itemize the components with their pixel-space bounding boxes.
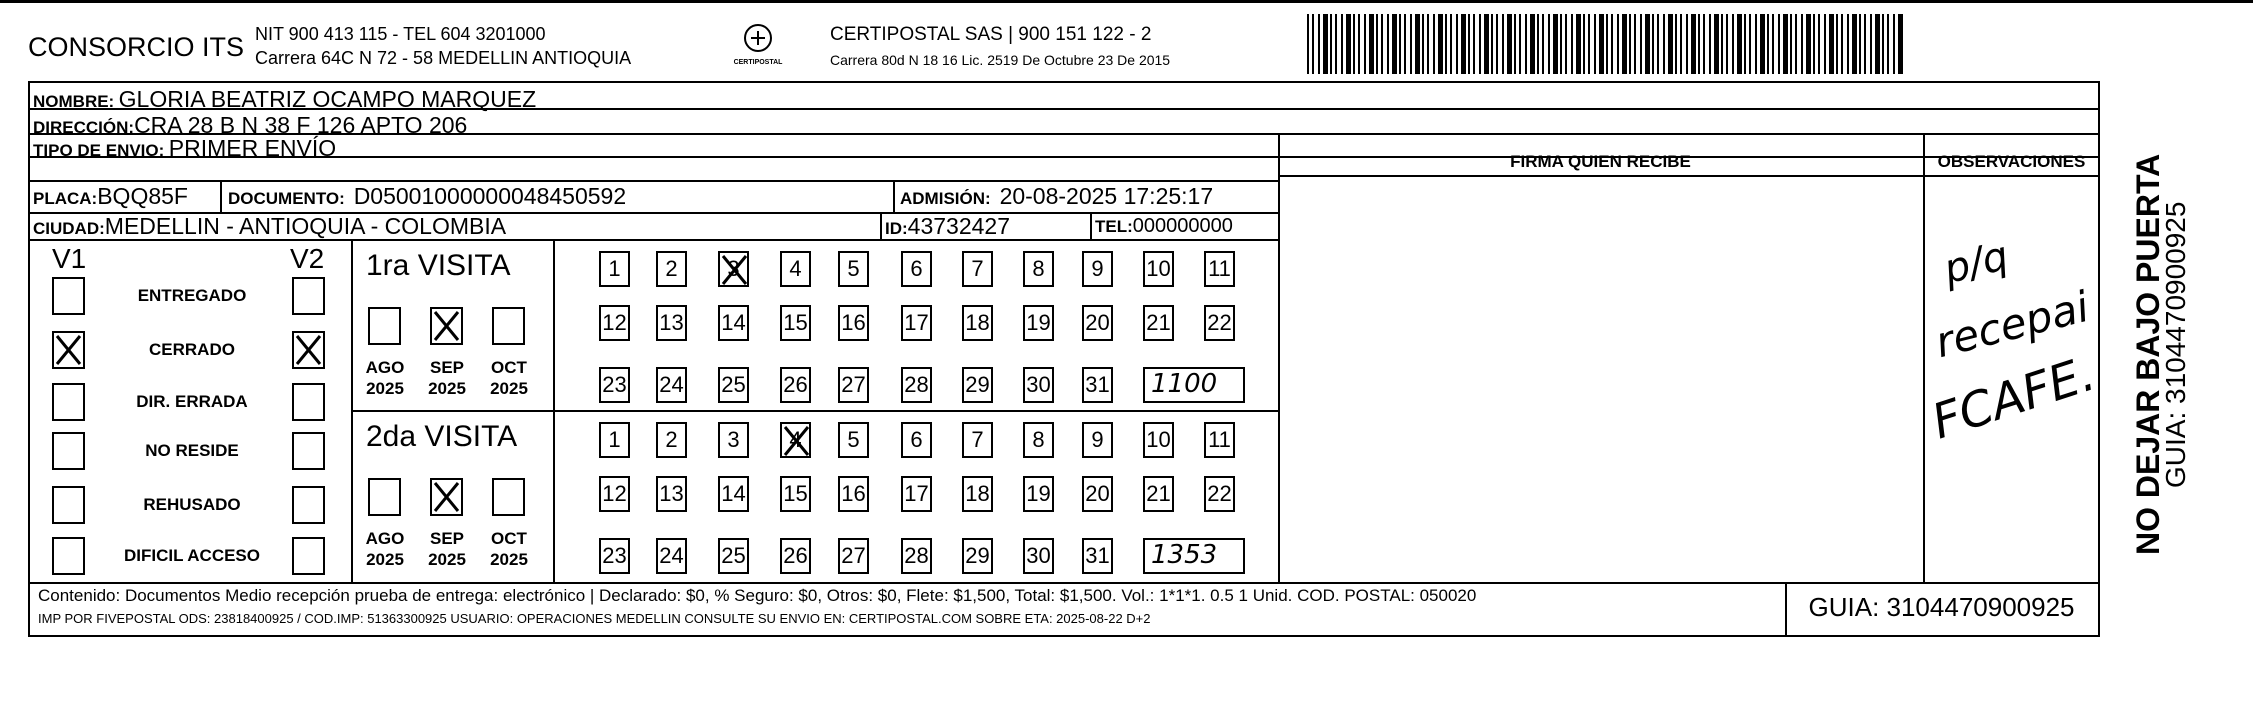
barcode-bar bbox=[1445, 14, 1447, 74]
barcode-bar bbox=[1640, 14, 1642, 74]
visit1-day-19[interactable]: 19 bbox=[1023, 476, 1054, 512]
visit0-day-30[interactable]: 30 bbox=[1023, 367, 1054, 403]
visit1-day-27[interactable]: 27 bbox=[838, 538, 869, 574]
visit1-day-12[interactable]: 12 bbox=[599, 476, 630, 512]
visit1-day-25[interactable]: 25 bbox=[718, 538, 749, 574]
visit1-day-7[interactable]: 7 bbox=[962, 422, 993, 458]
barcode-bar bbox=[1381, 14, 1383, 74]
visit1-day-24[interactable]: 24 bbox=[656, 538, 687, 574]
v2-label: V2 bbox=[290, 243, 325, 274]
barcode-bar bbox=[1312, 14, 1314, 74]
barcode-bar bbox=[1721, 14, 1723, 74]
barcode-bar bbox=[1606, 14, 1608, 74]
barcode-bar bbox=[1438, 14, 1443, 74]
barcode-bar bbox=[1893, 14, 1895, 74]
barcode-bar bbox=[1622, 14, 1627, 74]
visit1-day-9[interactable]: 9 bbox=[1082, 422, 1113, 458]
barcode-bar bbox=[1565, 14, 1567, 74]
barcode-bar bbox=[1456, 14, 1458, 74]
visit0-day-9[interactable]: 9 bbox=[1082, 251, 1113, 287]
visit1-day-17[interactable]: 17 bbox=[901, 476, 932, 512]
barcode-bar bbox=[1491, 14, 1493, 74]
status-label-0: ENTREGADO bbox=[137, 286, 247, 305]
barcode-bar bbox=[1783, 14, 1788, 74]
barcode-bar bbox=[1588, 14, 1590, 74]
status-label-5: DIFICIL ACCESO bbox=[123, 546, 260, 565]
side-warning: NO DEJAR BAJO PUERTA bbox=[2130, 153, 2166, 555]
footer-content: Contenido: Documentos Medio recepción prueba de entrega: electrónico | Declarado: $0, % Seguro: $0, Otros: $0, Flete: $1,500, Total: $1,500. Vol.: 1*1*1. 0.5 1 Unid. COD. POSTAL: 050020 bbox=[38, 586, 1477, 605]
barcode-bar bbox=[1657, 14, 1659, 74]
visit0-day-31[interactable]: 31 bbox=[1082, 367, 1113, 403]
barcode-bar bbox=[1364, 14, 1366, 74]
nombre-row: NOMBRE: GLORIA BEATRIZ OCAMPO MARQUEZ bbox=[33, 86, 537, 112]
barcode-bar bbox=[1422, 14, 1424, 74]
barcode-bar bbox=[1323, 14, 1328, 74]
barcode-bar bbox=[1346, 14, 1351, 74]
barcode-bar bbox=[1818, 14, 1820, 74]
barcode-bar bbox=[1468, 14, 1470, 74]
barcode-bar bbox=[1502, 14, 1504, 74]
barcode-bar bbox=[1496, 14, 1498, 74]
documento-cell: DOCUMENTO: D05001000000048450592 bbox=[228, 183, 627, 209]
visit1-day-18[interactable]: 18 bbox=[962, 476, 993, 512]
barcode-bar bbox=[1744, 14, 1746, 74]
v2-checkbox-1[interactable] bbox=[292, 331, 325, 369]
v2-checkbox-2[interactable] bbox=[292, 383, 325, 421]
visit1-day-15[interactable]: 15 bbox=[780, 476, 811, 512]
visit1-day-10[interactable]: 10 bbox=[1143, 422, 1174, 458]
visit0-month-label-2: OCT 2025 bbox=[490, 358, 528, 398]
visit0-day-27[interactable]: 27 bbox=[838, 367, 869, 403]
barcode-bar bbox=[1698, 14, 1700, 74]
barcode-bar bbox=[1801, 14, 1803, 74]
visit1-day-31[interactable]: 31 bbox=[1082, 538, 1113, 574]
visit0-day-21[interactable]: 21 bbox=[1143, 305, 1174, 341]
firma-header: FIRMA QUIEN RECIBE bbox=[1510, 152, 1691, 171]
visit0-day-7[interactable]: 7 bbox=[962, 251, 993, 287]
visit1-day-29[interactable]: 29 bbox=[962, 538, 993, 574]
barcode-bar bbox=[1772, 14, 1774, 74]
status-label-4: REHUSADO bbox=[143, 495, 241, 514]
barcode-bar bbox=[1790, 14, 1792, 74]
visit0-day-4[interactable]: 4 bbox=[780, 251, 811, 287]
side-guia: GUIA: 3104470900925 bbox=[2160, 201, 2191, 488]
barcode-bar bbox=[1732, 14, 1734, 74]
visit0-time-written: 1100 bbox=[1151, 369, 1218, 399]
tipo-row: TIPO DE ENVIO: PRIMER ENVÍO bbox=[33, 135, 337, 161]
status-label-1: CERRADO bbox=[149, 340, 235, 359]
visit0-day-16[interactable]: 16 bbox=[838, 305, 869, 341]
visit1-day-4[interactable]: 4 bbox=[780, 422, 811, 458]
barcode-bar bbox=[1404, 14, 1406, 74]
v1-checkbox-2[interactable] bbox=[52, 383, 85, 421]
carrier-name: CERTIPOSTAL SAS | 900 151 122 - 2 bbox=[830, 24, 1152, 45]
v1-checkbox-0[interactable] bbox=[52, 277, 85, 315]
id-value: 43732427 bbox=[907, 213, 1011, 239]
ciudad-value: MEDELLIN - ANTIOQUIA - COLOMBIA bbox=[104, 213, 507, 239]
barcode-bar bbox=[1341, 14, 1343, 74]
barcode-bar bbox=[1847, 14, 1849, 74]
visit0-month-checkbox-0[interactable] bbox=[368, 307, 401, 345]
barcode-bar bbox=[1410, 14, 1412, 74]
barcode-bar bbox=[1634, 14, 1636, 74]
admision-cell: ADMISIÓN: 20-08-2025 17:25:17 bbox=[900, 183, 1214, 209]
placa-cell: PLACA:BQQ85F bbox=[33, 183, 188, 209]
barcode-bar bbox=[1330, 14, 1332, 74]
status-label-2: DIR. ERRADA bbox=[136, 392, 248, 411]
barcode-bar bbox=[1714, 14, 1719, 74]
obs-hand-3: FCAFE. bbox=[1925, 345, 2102, 451]
tel-value: 000000000 bbox=[1132, 215, 1233, 237]
direccion-row: DIRECCIÓN:CRA 28 B N 38 F 126 APTO 206 bbox=[33, 112, 468, 138]
barcode-bar bbox=[1680, 14, 1682, 74]
visit0-day-5[interactable]: 5 bbox=[838, 251, 869, 287]
tipo-value: PRIMER ENVÍO bbox=[168, 135, 337, 161]
barcode-bar bbox=[1594, 14, 1596, 74]
observaciones-header: OBSERVACIONES bbox=[1937, 152, 2086, 171]
barcode-bar bbox=[1824, 14, 1826, 74]
placa-value: BQQ85F bbox=[97, 183, 188, 209]
barcode-bar bbox=[1318, 14, 1320, 74]
status-label-3: NO RESIDE bbox=[145, 441, 239, 460]
footer-guia: GUIA: 3104470900925 bbox=[1808, 592, 2075, 622]
barcode-bar bbox=[1461, 14, 1466, 74]
barcode-bar bbox=[1836, 14, 1838, 74]
barcode-bar bbox=[1859, 14, 1861, 74]
visit0-day-6[interactable]: 6 bbox=[901, 251, 932, 287]
visit0-day-12[interactable]: 12 bbox=[599, 305, 630, 341]
barcode-bar bbox=[1427, 14, 1429, 74]
barcode-bar bbox=[1307, 14, 1309, 74]
barcode-bar bbox=[1542, 14, 1544, 74]
visit1-month-label-2: OCT 2025 bbox=[490, 529, 528, 569]
barcode-bar bbox=[1525, 14, 1527, 74]
barcode-bar bbox=[1369, 14, 1374, 74]
barcode-bar bbox=[1530, 14, 1535, 74]
visit0-day-2[interactable]: 2 bbox=[656, 251, 687, 287]
visit0-day-8[interactable]: 8 bbox=[1023, 251, 1054, 287]
barcode-bar bbox=[1887, 14, 1889, 74]
visit0-day-23[interactable]: 23 bbox=[599, 367, 630, 403]
v1-checkbox-5[interactable] bbox=[52, 537, 85, 575]
visit1-month-checkbox-2[interactable] bbox=[492, 478, 525, 516]
v2-checkbox-3[interactable] bbox=[292, 432, 325, 470]
barcode-bar bbox=[1583, 14, 1585, 74]
barcode-bar bbox=[1399, 14, 1401, 74]
barcode-bar bbox=[1652, 14, 1654, 74]
barcode-bar bbox=[1760, 14, 1765, 74]
barcode-bar bbox=[1870, 14, 1872, 74]
visit1-day-8[interactable]: 8 bbox=[1023, 422, 1054, 458]
visit0-day-10[interactable]: 10 bbox=[1143, 251, 1174, 287]
barcode-bar bbox=[1806, 14, 1811, 74]
barcode-bar bbox=[1663, 14, 1665, 74]
footer-imp: IMP POR FIVEPOSTAL ODS: 23818400925 / COD.IMP: 51363300925 USUARIO: OPERACIONES MEDELLIN CONSULTE SU ENVIO EN: CERTIPOSTAL.COM SOBRE ETA: 2025-08-22 D+2 bbox=[38, 611, 1151, 626]
barcode-bar bbox=[1484, 14, 1489, 74]
barcode-bar bbox=[1882, 14, 1884, 74]
visit1-day-22[interactable]: 22 bbox=[1204, 476, 1235, 512]
barcode-bar bbox=[1617, 14, 1619, 74]
barcode-bar bbox=[1813, 14, 1815, 74]
barcode-bar bbox=[1629, 14, 1631, 74]
barcode-bar bbox=[1675, 14, 1677, 74]
obs-hand-2: recepai bbox=[1930, 281, 2094, 368]
visit1-day-6[interactable]: 6 bbox=[901, 422, 932, 458]
v2-checkbox-5[interactable] bbox=[292, 537, 325, 575]
admision-value: 20-08-2025 17:25:17 bbox=[999, 183, 1214, 209]
barcode-bar bbox=[1709, 14, 1711, 74]
barcode-bar bbox=[1433, 14, 1435, 74]
visit0-time-box[interactable] bbox=[1143, 367, 1245, 403]
visit0-day-11[interactable]: 11 bbox=[1204, 251, 1235, 287]
visit0-month-checkbox-1[interactable] bbox=[430, 307, 463, 345]
v1-checkbox-3[interactable] bbox=[52, 432, 85, 470]
barcode-bar bbox=[1691, 14, 1696, 74]
visit1-day-16[interactable]: 16 bbox=[838, 476, 869, 512]
visit0-day-20[interactable]: 20 bbox=[1082, 305, 1113, 341]
visit1-day-30[interactable]: 30 bbox=[1023, 538, 1054, 574]
barcode-bar bbox=[1611, 14, 1613, 74]
barcode-bar bbox=[1755, 14, 1757, 74]
barcode-bar bbox=[1703, 14, 1705, 74]
visit1-day-28[interactable]: 28 bbox=[901, 538, 932, 574]
barcode-bar bbox=[1548, 14, 1550, 74]
barcode-bar bbox=[1519, 14, 1521, 74]
barcode bbox=[1307, 14, 1905, 74]
visit0-day-22[interactable]: 22 bbox=[1204, 305, 1235, 341]
barcode-bar bbox=[1668, 14, 1673, 74]
id-cell: ID:43732427 bbox=[885, 213, 1011, 239]
barcode-bar bbox=[1514, 14, 1516, 74]
company-address: Carrera 64C N 72 - 58 MEDELLIN ANTIOQUIA bbox=[255, 48, 632, 68]
barcode-bar bbox=[1795, 14, 1797, 74]
visit1-month-label-1: SEP 2025 bbox=[428, 529, 466, 569]
visit1-day-11[interactable]: 11 bbox=[1204, 422, 1235, 458]
barcode-bar bbox=[1450, 14, 1452, 74]
barcode-bar bbox=[1473, 14, 1475, 74]
tel-cell: TEL:000000000 bbox=[1095, 215, 1233, 237]
barcode-bar bbox=[1571, 14, 1573, 74]
barcode-bar bbox=[1737, 14, 1742, 74]
visit0-day-14[interactable]: 14 bbox=[718, 305, 749, 341]
visit1-month-label-0: AGO 2025 bbox=[365, 529, 405, 569]
barcode-bar bbox=[1358, 14, 1360, 74]
visit1-day-14[interactable]: 14 bbox=[718, 476, 749, 512]
visit0-day-15[interactable]: 15 bbox=[780, 305, 811, 341]
visit1-month-checkbox-1[interactable] bbox=[430, 478, 463, 516]
visit0-day-17[interactable]: 17 bbox=[901, 305, 932, 341]
nombre-value: GLORIA BEATRIZ OCAMPO MARQUEZ bbox=[118, 86, 537, 112]
barcode-bar bbox=[1841, 14, 1843, 74]
barcode-bar bbox=[1599, 14, 1604, 74]
barcode-bar bbox=[1875, 14, 1880, 74]
barcode-bar bbox=[1726, 14, 1728, 74]
direccion-value: CRA 28 B N 38 F 126 APTO 206 bbox=[134, 112, 468, 138]
visit1-day-20[interactable]: 20 bbox=[1082, 476, 1113, 512]
visit1-day-2[interactable]: 2 bbox=[656, 422, 687, 458]
visit1-day-23[interactable]: 23 bbox=[599, 538, 630, 574]
barcode-bar bbox=[1537, 14, 1539, 74]
visit-title-1: 2da VISITA bbox=[366, 420, 518, 453]
visit1-month-checkbox-0[interactable] bbox=[368, 478, 401, 516]
v1-checkbox-1[interactable] bbox=[52, 331, 85, 369]
barcode-bar bbox=[1553, 14, 1558, 74]
visit1-day-3[interactable]: 3 bbox=[718, 422, 749, 458]
certipostal-logo: CERTIPOSTAL bbox=[725, 22, 791, 66]
barcode-bar bbox=[1749, 14, 1751, 74]
barcode-bar bbox=[1898, 14, 1903, 74]
ciudad-cell: CIUDAD:MEDELLIN - ANTIOQUIA - COLOMBIA bbox=[33, 213, 507, 239]
carrier-license: Carrera 80d N 18 16 Lic. 2519 De Octubre 23 De 2015 bbox=[830, 52, 1171, 68]
visit1-time-written: 1353 bbox=[1151, 540, 1218, 570]
barcode-bar bbox=[1415, 14, 1420, 74]
barcode-bar bbox=[1376, 14, 1378, 74]
company-nit: NIT 900 413 115 - TEL 604 3201000 bbox=[255, 24, 546, 44]
barcode-bar bbox=[1335, 14, 1337, 74]
visit1-day-21[interactable]: 21 bbox=[1143, 476, 1174, 512]
barcode-bar bbox=[1387, 14, 1389, 74]
barcode-bar bbox=[1392, 14, 1397, 74]
visit0-day-25[interactable]: 25 bbox=[718, 367, 749, 403]
company-name: CONSORCIO ITS bbox=[28, 32, 245, 62]
barcode-bar bbox=[1507, 14, 1512, 74]
visit0-day-26[interactable]: 26 bbox=[780, 367, 811, 403]
barcode-bar bbox=[1864, 14, 1866, 74]
visit1-time-box[interactable] bbox=[1143, 538, 1245, 574]
v1-label: V1 bbox=[52, 243, 87, 274]
visit0-month-label-1: SEP 2025 bbox=[428, 358, 466, 398]
visit1-day-26[interactable]: 26 bbox=[780, 538, 811, 574]
barcode-bar bbox=[1479, 14, 1481, 74]
visit0-day-28[interactable]: 28 bbox=[901, 367, 932, 403]
visit1-day-5[interactable]: 5 bbox=[838, 422, 869, 458]
v1-checkbox-4[interactable] bbox=[52, 486, 85, 524]
barcode-bar bbox=[1353, 14, 1355, 74]
barcode-bar bbox=[1852, 14, 1857, 74]
visit0-day-3[interactable]: 3 bbox=[718, 251, 749, 287]
visit-title-0: 1ra VISITA bbox=[366, 249, 511, 282]
visit0-day-18[interactable]: 18 bbox=[962, 305, 993, 341]
barcode-bar bbox=[1686, 14, 1688, 74]
visit1-day-13[interactable]: 13 bbox=[656, 476, 687, 512]
barcode-bar bbox=[1645, 14, 1650, 74]
visit0-month-checkbox-2[interactable] bbox=[492, 307, 525, 345]
barcode-bar bbox=[1576, 14, 1581, 74]
barcode-bar bbox=[1560, 14, 1562, 74]
obs-hand-1: p/q bbox=[1939, 232, 2013, 294]
barcode-bar bbox=[1829, 14, 1834, 74]
visit0-day-24[interactable]: 24 bbox=[656, 367, 687, 403]
documento-value: D05001000000048450592 bbox=[353, 183, 627, 209]
barcode-bar bbox=[1778, 14, 1780, 74]
barcode-bar bbox=[1767, 14, 1769, 74]
top-border bbox=[0, 0, 2253, 3]
visit1-day-1[interactable]: 1 bbox=[599, 422, 630, 458]
v2-checkbox-4[interactable] bbox=[292, 486, 325, 524]
visit0-day-29[interactable]: 29 bbox=[962, 367, 993, 403]
v2-checkbox-0[interactable] bbox=[292, 277, 325, 315]
visit0-day-1[interactable]: 1 bbox=[599, 251, 630, 287]
visit0-month-label-0: AGO 2025 bbox=[365, 358, 405, 398]
visit0-day-19[interactable]: 19 bbox=[1023, 305, 1054, 341]
visit0-day-13[interactable]: 13 bbox=[656, 305, 687, 341]
